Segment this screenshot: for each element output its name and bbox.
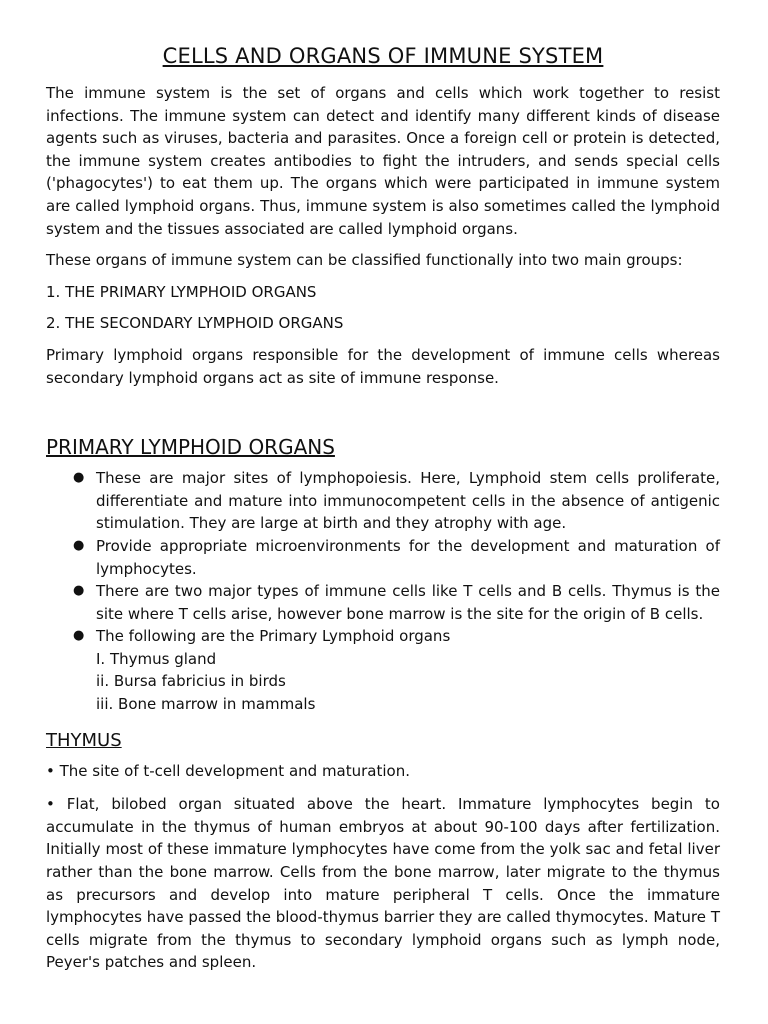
bullet-text: These are major sites of lymphopoiesis. Here, Lymphoid stem cells proliferate, differentiate and mature into immunocompetent cells in the absence of antigenic stimulation. They are large at birth and they atrophy with age.	[96, 469, 720, 533]
document-page	[46, 44, 720, 974]
list-item	[73, 535, 720, 580]
group-primary: 1. THE PRIMARY LYMPHOID ORGANS	[46, 282, 317, 301]
primary-bullet-list	[46, 467, 720, 716]
bullet-text: There are two major types of immune cells like T cells and B cells. Thymus is the site where T cells arise, however bone marrow is the site for the origin of B cells.	[96, 582, 720, 623]
bullet-icon: ●	[73, 628, 85, 644]
bullet-icon: ●	[73, 470, 85, 486]
bullet-text: Provide appropriate microenvironments for the development and maturation of lymphocytes.	[96, 536, 720, 578]
summary-paragraph: Primary lymphoid organs responsible for the development of immune cells whereas secondary lymphoid organs act as site of immune response.	[46, 345, 720, 387]
document-title: CELLS AND ORGANS OF IMMUNE SYSTEM	[162, 44, 604, 68]
thymus-paragraph-1: • The site of t-cell development and maturation.	[46, 761, 410, 780]
bullet-icon: ●	[73, 583, 85, 599]
list-item	[73, 625, 720, 715]
primary-lymphoid-heading: PRIMARY LYMPHOID ORGANS	[46, 435, 335, 460]
bullet-icon: ●	[73, 537, 85, 553]
thymus-heading: THYMUS	[46, 729, 122, 751]
organ-bursa: ii. Bursa fabricius in birds	[96, 672, 286, 691]
intro-paragraph: The immune system is the set of organs and cells which work together to resist infections. The immune system can detect and identify many different kinds of disease agents such as viruses, bacteria and parasites. Once a foreign cell or protein is detected, the immune system creates antibodies to fight the intruders, and sends special cells ('phagocytes') to eat them up. The organs which were participated in immune system are called lymphoid organs. Thus, immune system is also sometimes called the lymphoid system and the tissues associated are called lymphoid organs.	[46, 84, 720, 238]
list-item	[73, 580, 720, 625]
bullet-text: The following are the Primary Lymphoid organs	[96, 627, 451, 646]
organ-thymus: I. Thymus gland	[96, 649, 217, 668]
classification-paragraph: These organs of immune system can be classified functionally into two main groups:	[46, 251, 683, 270]
thymus-paragraph-2: • Flat, bilobed organ situated above the heart. Immature lymphocytes begin to accumulate in the thymus of human embryos at about 90-100 days after fertilization. Initially most of these immature lymphocytes have come from the yolk sac and fetal liver rather than the bone marrow. Cells from the bone marrow, later migrate to the thymus as precursors and develop into mature peripheral T cells. Once the immature lymphocytes have passed the blood-thymus barrier they are called thymocytes. Mature T cells migrate from the thymus to secondary lymphoid organs such as lymph node, Peyer's patches and spleen.	[46, 795, 720, 972]
organ-bone-marrow: iii. Bone marrow in mammals	[96, 695, 316, 714]
list-item	[73, 467, 720, 535]
group-secondary: 2. THE SECONDARY LYMPHOID ORGANS	[46, 314, 344, 333]
